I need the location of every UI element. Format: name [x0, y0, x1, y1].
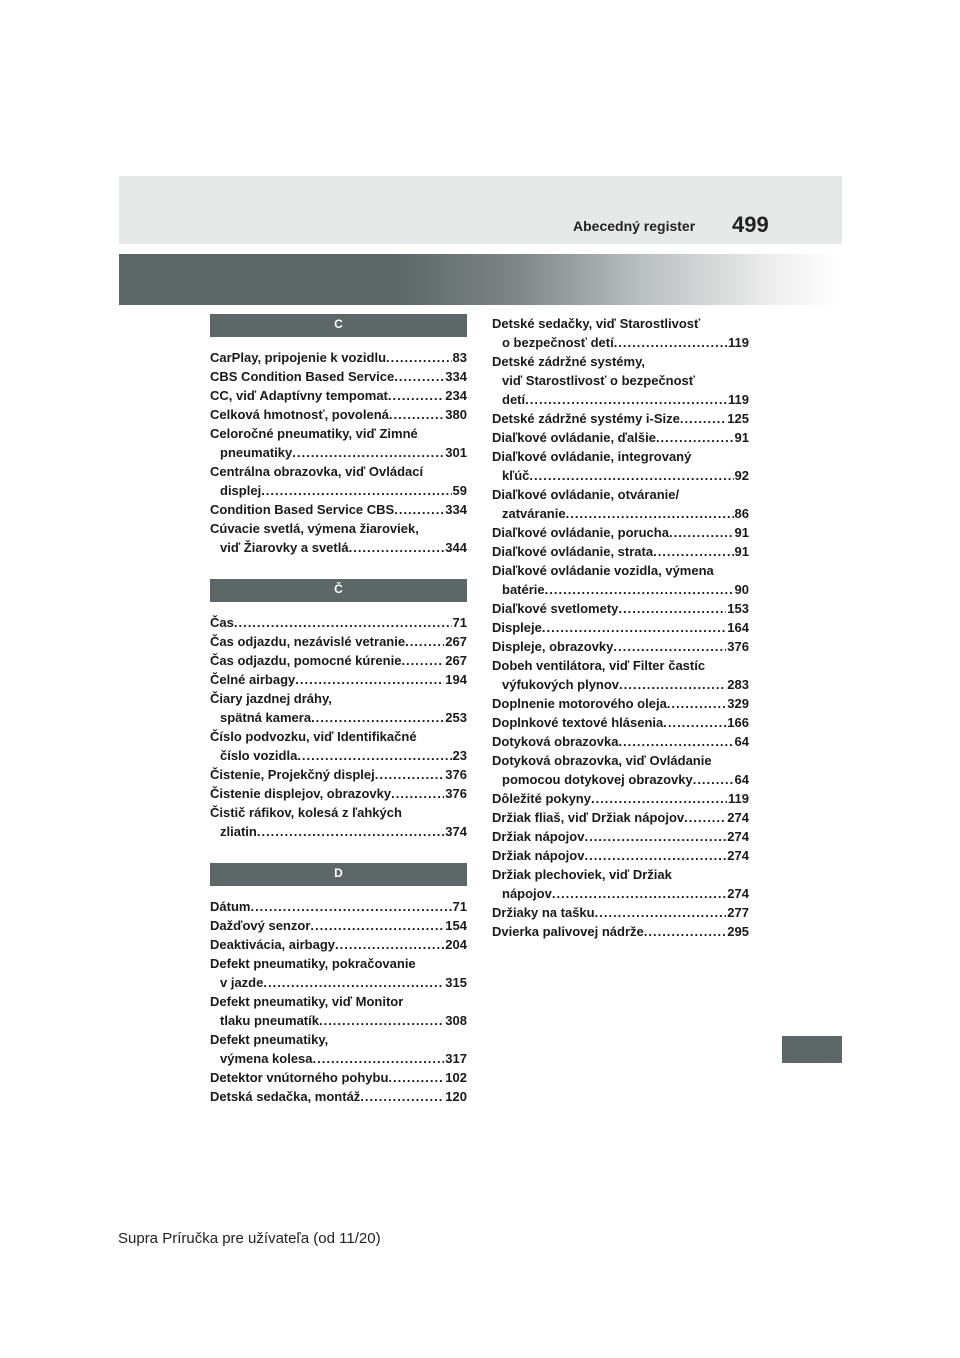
- index-entry-line: [210, 462, 467, 481]
- index-entry: [492, 808, 749, 827]
- entry-text: Držiaky na tašku: [492, 905, 595, 920]
- index-entry-line: [492, 618, 749, 637]
- entry-page-number: 71: [452, 899, 467, 914]
- entry-page-number: 119: [728, 335, 749, 350]
- index-entry-line: [210, 1068, 467, 1087]
- entry-text: Doplnkové textové hlásenia: [492, 715, 664, 730]
- index-entry: [210, 405, 467, 424]
- index-entry-line: [210, 992, 467, 1011]
- index-entry: [210, 992, 467, 1030]
- dot-leader: [391, 784, 444, 803]
- entry-page-number: 119: [728, 392, 749, 407]
- dot-leader: [234, 613, 452, 632]
- index-entry-line: [492, 694, 749, 713]
- dot-leader: [669, 523, 734, 542]
- dot-leader: [684, 808, 726, 827]
- dot-leader: [295, 670, 444, 689]
- index-entry: [210, 670, 467, 689]
- index-entry-line: [210, 1030, 467, 1049]
- entry-text: nápojov: [502, 886, 552, 901]
- entry-page-number: 90: [734, 582, 749, 597]
- entry-text: Diaľkové ovládanie vozidla, výmena: [492, 563, 714, 578]
- entry-text: Dotyková obrazovka, viď Ovládanie: [492, 753, 712, 768]
- index-entry-line: [210, 973, 467, 992]
- entry-text: Dobeh ventilátora, viď Filter častíc: [492, 658, 706, 673]
- entry-page-number: 166: [727, 715, 749, 730]
- entry-page-number: 64: [734, 772, 749, 787]
- entry-text: v jazde: [220, 975, 264, 990]
- entry-text: spätná kamera: [220, 710, 312, 725]
- entry-page-number: 380: [445, 407, 467, 422]
- dot-leader: [349, 538, 445, 557]
- index-entry: [492, 523, 749, 542]
- index-entry-line: [492, 542, 749, 561]
- dot-leader: [618, 732, 733, 751]
- entry-text: Defekt pneumatiky,: [210, 1032, 329, 1047]
- index-entry-line: [210, 689, 467, 708]
- index-entry-line: [210, 765, 467, 784]
- entry-page-number: 71: [452, 615, 467, 630]
- dot-leader: [335, 935, 444, 954]
- dot-leader: [614, 333, 727, 352]
- dot-leader: [667, 694, 727, 713]
- entry-text: zatváranie: [502, 506, 566, 521]
- dot-leader: [566, 504, 734, 523]
- entry-text: Defekt pneumatiky, pokračovanie: [210, 956, 416, 971]
- entry-text: Detské zádržné systémy i-Size: [492, 411, 680, 426]
- index-entry-line: [492, 390, 749, 409]
- entry-text: Detektor vnútorného pohybu: [210, 1070, 389, 1085]
- entry-text: Čiary jazdnej dráhy,: [210, 691, 332, 706]
- entry-text: displej: [220, 483, 262, 498]
- index-entry: [210, 519, 467, 557]
- index-entry-line: [210, 727, 467, 746]
- right-column: [492, 314, 749, 941]
- entry-text: Čistenie, Projekčný displej: [210, 767, 375, 782]
- dot-leader: [401, 651, 444, 670]
- entry-text: Diaľkové ovládanie, strata: [492, 544, 654, 559]
- entry-text: Diaľkové ovládanie, porucha: [492, 525, 669, 540]
- entry-text: viď Žiarovky a svetlá: [220, 540, 349, 555]
- index-entry: [210, 424, 467, 462]
- dot-leader: [386, 348, 452, 367]
- entry-page-number: 153: [727, 601, 749, 616]
- entry-page-number: 315: [445, 975, 467, 990]
- index-entry-line: [210, 1011, 467, 1030]
- entry-text: Celoročné pneumatiky, viď Zimné: [210, 426, 418, 441]
- index-entry: [210, 916, 467, 935]
- index-entry: [492, 713, 749, 732]
- entry-text: viď Starostlivosť o bezpečnosť: [502, 373, 696, 388]
- index-entry-line: [210, 651, 467, 670]
- index-entry-line: [210, 1049, 467, 1068]
- dot-leader: [552, 884, 726, 903]
- index-entry: [210, 1087, 467, 1106]
- entry-text: Držiak nápojov: [492, 829, 585, 844]
- index-entry: [210, 784, 467, 803]
- entry-text: Držiak nápojov: [492, 848, 585, 863]
- dot-leader: [360, 1087, 444, 1106]
- entry-page-number: 267: [445, 634, 467, 649]
- dot-leader: [394, 500, 444, 519]
- entry-text: pneumatiky: [220, 445, 293, 460]
- index-entry: [492, 789, 749, 808]
- entry-text: Čas odjazdu, pomocné kúrenie: [210, 653, 402, 668]
- index-entry-line: [492, 637, 749, 656]
- entry-text: Displeje, obrazovky: [492, 639, 614, 654]
- entry-page-number: 374: [445, 824, 467, 839]
- index-entry: [492, 865, 749, 903]
- index-section-c: [210, 348, 467, 557]
- chapter-tab: [782, 1036, 842, 1063]
- dot-leader: [405, 632, 444, 651]
- index-entry-line: [492, 713, 749, 732]
- entry-text: Diaľkové svetlomety: [492, 601, 619, 616]
- entry-page-number: 317: [445, 1051, 467, 1066]
- entry-page-number: 154: [445, 918, 467, 933]
- index-entry-line: [210, 916, 467, 935]
- index-entry: [210, 765, 467, 784]
- letter-heading-cc: Č: [210, 579, 467, 602]
- index-entry: [210, 348, 467, 367]
- entry-text: Displeje: [492, 620, 542, 635]
- index-entry-line: [492, 732, 749, 751]
- dot-leader: [375, 765, 445, 784]
- index-entry: [210, 651, 467, 670]
- entry-page-number: 102: [445, 1070, 467, 1085]
- dot-leader: [680, 409, 726, 428]
- index-entry-line: [492, 675, 749, 694]
- dot-leader: [619, 675, 726, 694]
- entry-page-number: 376: [445, 767, 467, 782]
- entry-page-number: 91: [734, 544, 749, 559]
- index-entry-line: [492, 333, 749, 352]
- index-entry: [210, 1030, 467, 1068]
- dot-leader: [542, 618, 726, 637]
- entry-text: o bezpečnosť detí: [502, 335, 614, 350]
- entry-page-number: 86: [734, 506, 749, 521]
- index-entry-line: [492, 561, 749, 580]
- index-entry-line: [210, 670, 467, 689]
- entry-text: Čelné airbagy: [210, 672, 296, 687]
- index-entry: [492, 618, 749, 637]
- dot-leader: [545, 580, 734, 599]
- entry-text: kľúč: [502, 468, 530, 483]
- footer-text: Supra Príručka pre užívateľa (od 11/20): [118, 1230, 381, 1247]
- entry-text: Čistič ráfikov, kolesá z ľahkých: [210, 805, 402, 820]
- index-entry-line: [210, 348, 467, 367]
- index-entry-line: [210, 424, 467, 443]
- index-entry-line: [492, 884, 749, 903]
- index-entry: [492, 903, 749, 922]
- dot-leader: [389, 405, 444, 424]
- entry-page-number: 91: [734, 430, 749, 445]
- dot-leader: [388, 1068, 444, 1087]
- dot-leader: [319, 1011, 444, 1030]
- index-entry: [210, 727, 467, 765]
- entry-page-number: 274: [727, 810, 749, 825]
- entry-text: výmena kolesa: [220, 1051, 313, 1066]
- index-entry: [492, 409, 749, 428]
- entry-page-number: 83: [452, 350, 467, 365]
- entry-text: Detské sedačky, viď Starostlivosť: [492, 316, 701, 331]
- entry-text: Číslo podvozku, viď Identifikačné: [210, 729, 417, 744]
- index-entry-line: [492, 903, 749, 922]
- index-entry-line: [492, 428, 749, 447]
- page-number: 499: [732, 212, 769, 237]
- index-entry-line: [210, 405, 467, 424]
- entry-text: CarPlay, pripojenie k vozidlu: [210, 350, 387, 365]
- index-entry: [210, 632, 467, 651]
- entry-page-number: 376: [445, 786, 467, 801]
- index-entry-line: [492, 922, 749, 941]
- index-entry-line: [492, 751, 749, 770]
- entry-text: CBS Condition Based Service: [210, 369, 395, 384]
- entry-text: batérie: [502, 582, 545, 597]
- dot-leader: [310, 916, 444, 935]
- entry-text: Celková hmotnosť, povolená: [210, 407, 389, 422]
- index-entry-line: [210, 897, 467, 916]
- entry-text: Detská sedačka, montáž: [210, 1089, 361, 1104]
- index-entry-line: [210, 708, 467, 727]
- index-entry: [210, 613, 467, 632]
- entry-text: Deaktivácia, airbagy: [210, 937, 336, 952]
- entry-text: Detské zádržné systémy,: [492, 354, 645, 369]
- index-entry-line: [210, 481, 467, 500]
- letter-heading-c: C: [210, 314, 467, 337]
- dot-leader: [250, 897, 451, 916]
- index-entry-line: [492, 865, 749, 884]
- dot-leader: [584, 846, 726, 865]
- entry-text: Dátum: [210, 899, 251, 914]
- index-entry-line: [492, 789, 749, 808]
- dot-leader: [313, 1049, 445, 1068]
- dot-leader: [529, 466, 733, 485]
- index-entry-line: [210, 822, 467, 841]
- entry-text: Čas: [210, 615, 234, 630]
- entry-page-number: 59: [452, 483, 467, 498]
- index-section-d: [210, 897, 467, 1106]
- index-section-d-cont: [492, 314, 749, 941]
- index-entry-line: [210, 746, 467, 765]
- index-entry-line: [492, 504, 749, 523]
- entry-text: Dôležité pokyny: [492, 791, 591, 806]
- entry-page-number: 125: [727, 411, 749, 426]
- entry-page-number: 334: [445, 502, 467, 517]
- index-entry: [492, 485, 749, 523]
- dot-leader: [261, 481, 451, 500]
- dot-leader: [693, 770, 734, 789]
- entry-page-number: 23: [452, 748, 467, 763]
- index-entry-line: [210, 519, 467, 538]
- entry-text: Cúvacie svetlá, výmena žiaroviek,: [210, 521, 419, 536]
- dot-leader: [292, 443, 444, 462]
- entry-text: Čistenie displejov, obrazovky: [210, 786, 392, 801]
- entry-text: Defekt pneumatiky, viď Monitor: [210, 994, 404, 1009]
- entry-page-number: 329: [727, 696, 749, 711]
- entry-text: Diaľkové ovládanie, integrovaný: [492, 449, 692, 464]
- entry-page-number: 295: [727, 924, 749, 939]
- entry-page-number: 234: [445, 388, 467, 403]
- index-entry-line: [492, 827, 749, 846]
- dot-leader: [656, 428, 734, 447]
- index-entry-line: [210, 632, 467, 651]
- entry-text: Centrálna obrazovka, viď Ovládací: [210, 464, 424, 479]
- index-entry-line: [210, 500, 467, 519]
- index-entry-line: [492, 770, 749, 789]
- dot-leader: [311, 708, 444, 727]
- entry-text: výfukových plynov: [502, 677, 620, 692]
- index-entry-line: [492, 656, 749, 675]
- index-entry: [492, 561, 749, 599]
- dot-leader: [591, 789, 727, 808]
- entry-text: pomocou dotykovej obrazovky: [502, 772, 693, 787]
- dot-leader: [618, 599, 726, 618]
- entry-page-number: 204: [445, 937, 467, 952]
- index-entry-line: [492, 352, 749, 371]
- entry-text: Dažďový senzor: [210, 918, 311, 933]
- index-entry-line: [492, 580, 749, 599]
- index-entry: [210, 462, 467, 500]
- index-entry: [492, 846, 749, 865]
- index-entry-line: [210, 954, 467, 973]
- index-entry-line: [210, 443, 467, 462]
- index-section-cc: [210, 613, 467, 841]
- index-entry: [492, 637, 749, 656]
- index-entry: [210, 1068, 467, 1087]
- dot-leader: [388, 386, 444, 405]
- index-entry: [210, 935, 467, 954]
- index-entry: [210, 367, 467, 386]
- header-gradient-bar: [119, 254, 842, 305]
- index-entry-line: [492, 447, 749, 466]
- index-entry: [210, 897, 467, 916]
- dot-leader: [613, 637, 726, 656]
- index-entry: [492, 694, 749, 713]
- dot-leader: [653, 542, 733, 561]
- entry-page-number: 308: [445, 1013, 467, 1028]
- entry-page-number: 344: [445, 540, 467, 555]
- entry-page-number: 164: [727, 620, 749, 635]
- index-entry: [492, 542, 749, 561]
- dot-leader: [644, 922, 727, 941]
- entry-page-number: 267: [445, 653, 467, 668]
- index-entry: [210, 500, 467, 519]
- index-entry: [492, 314, 749, 352]
- entry-page-number: 274: [727, 886, 749, 901]
- entry-text: Dotyková obrazovka: [492, 734, 619, 749]
- index-entry: [210, 386, 467, 405]
- entry-text: Diaľkové ovládanie, otváranie/: [492, 487, 680, 502]
- entry-page-number: 277: [727, 905, 749, 920]
- entry-text: Dvierka palivovej nádrže: [492, 924, 644, 939]
- entry-text: detí: [502, 392, 526, 407]
- entry-page-number: 92: [734, 468, 749, 483]
- index-entry-line: [210, 613, 467, 632]
- dot-leader: [257, 822, 444, 841]
- index-entry-line: [210, 784, 467, 803]
- index-entry-line: [492, 599, 749, 618]
- entry-text: Doplnenie motorového oleja: [492, 696, 667, 711]
- index-entry: [492, 922, 749, 941]
- entry-page-number: 119: [728, 791, 749, 806]
- dot-leader: [297, 746, 451, 765]
- entry-text: Condition Based Service CBS: [210, 502, 395, 517]
- index-entry: [492, 732, 749, 751]
- entry-page-number: 91: [734, 525, 749, 540]
- index-entry-line: [210, 367, 467, 386]
- entry-text: zliatin: [220, 824, 257, 839]
- index-entry-line: [492, 523, 749, 542]
- index-entry: [210, 689, 467, 727]
- entry-page-number: 283: [727, 677, 749, 692]
- entry-page-number: 120: [445, 1089, 467, 1104]
- index-entry-line: [210, 935, 467, 954]
- entry-page-number: 274: [727, 829, 749, 844]
- entry-page-number: 301: [445, 445, 467, 460]
- index-entry: [492, 352, 749, 409]
- entry-text: Držiak fliaš, viď Držiak nápojov: [492, 810, 685, 825]
- index-entry: [210, 954, 467, 992]
- index-entry-line: [492, 409, 749, 428]
- letter-heading-d: D: [210, 863, 467, 886]
- entry-page-number: 64: [734, 734, 749, 749]
- index-entry-line: [210, 538, 467, 557]
- index-entry-line: [210, 1087, 467, 1106]
- index-entry: [492, 656, 749, 694]
- dot-leader: [663, 713, 726, 732]
- entry-page-number: 376: [727, 639, 749, 654]
- entry-text: číslo vozidla: [220, 748, 298, 763]
- dot-leader: [584, 827, 726, 846]
- index-entry-line: [492, 371, 749, 390]
- index-entry: [492, 751, 749, 789]
- index-entry-line: [492, 485, 749, 504]
- entry-text: tlaku pneumatík: [220, 1013, 319, 1028]
- entry-text: Držiak plechoviek, viď Držiak: [492, 867, 672, 882]
- entry-text: Čas odjazdu, nezávislé vetranie: [210, 634, 406, 649]
- index-entry-line: [210, 386, 467, 405]
- section-title: Abecedný register: [573, 218, 696, 234]
- index-entry: [492, 447, 749, 485]
- dot-leader: [263, 973, 444, 992]
- index-entry-line: [492, 808, 749, 827]
- entry-text: CC, viď Adaptívny tempomat: [210, 388, 388, 403]
- left-column: [210, 314, 467, 1106]
- entry-page-number: 334: [445, 369, 467, 384]
- index-entry-line: [492, 314, 749, 333]
- entry-page-number: 274: [727, 848, 749, 863]
- index-entry: [492, 827, 749, 846]
- entry-text: Diaľkové ovládanie, ďalšie: [492, 430, 656, 445]
- index-entry-line: [492, 466, 749, 485]
- index-entry: [492, 599, 749, 618]
- dot-leader: [394, 367, 444, 386]
- index-entry: [210, 803, 467, 841]
- dot-leader: [595, 903, 727, 922]
- index-entry-line: [492, 846, 749, 865]
- entry-page-number: 253: [445, 710, 467, 725]
- index-entry-line: [210, 803, 467, 822]
- index-entry: [492, 428, 749, 447]
- dot-leader: [525, 390, 727, 409]
- entry-page-number: 194: [445, 672, 467, 687]
